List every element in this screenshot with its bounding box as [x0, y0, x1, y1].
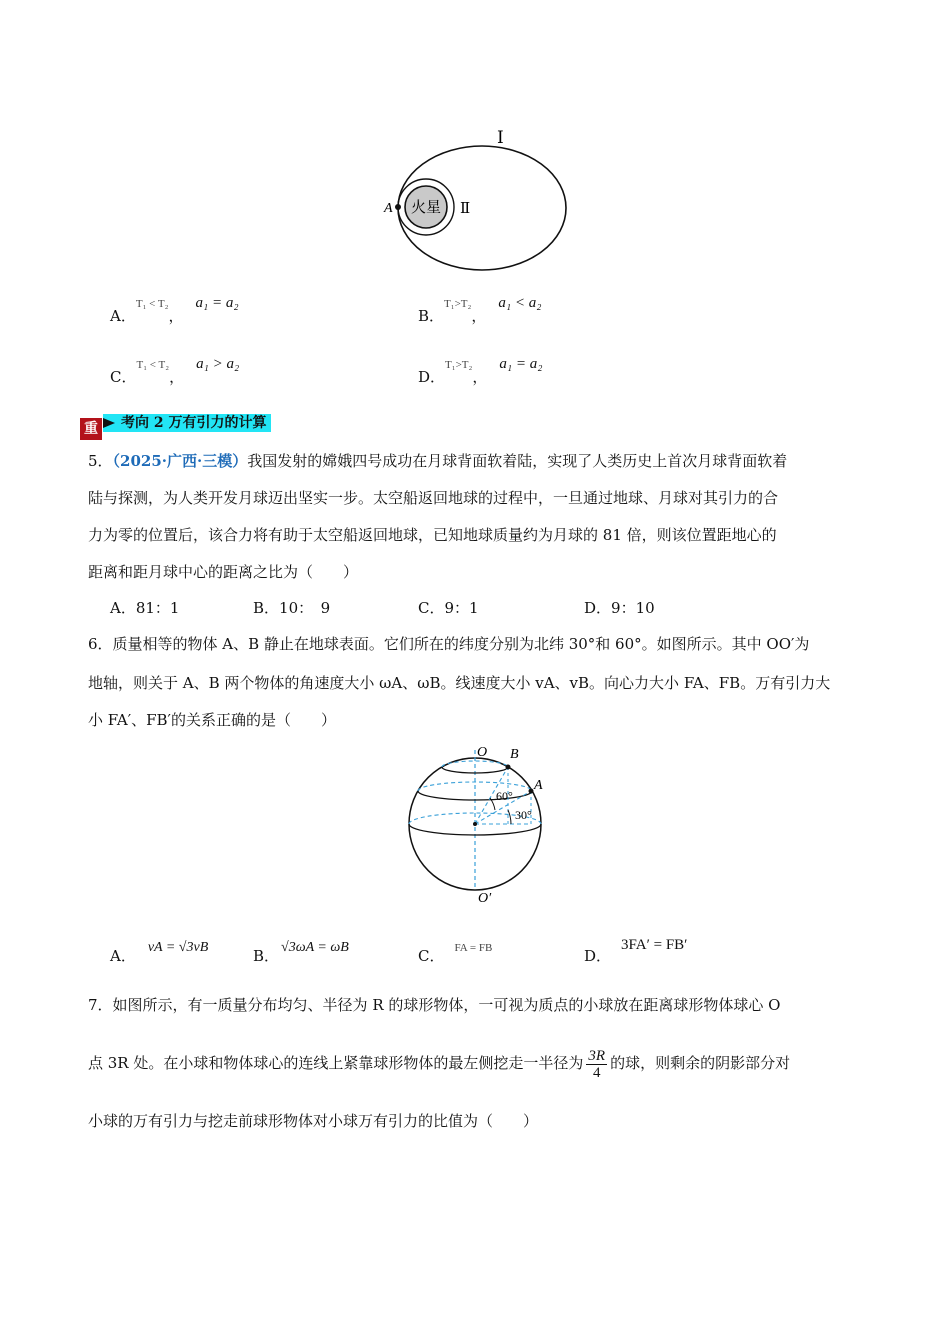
planet-label: 火星 — [410, 198, 442, 216]
label-o-prime: O′ — [478, 891, 492, 906]
q5-option-d[interactable]: D．9：10 — [584, 599, 655, 617]
q7-line-1: 7．如图所示，有一质量分布均匀、半径为 R 的球形物体，一可视为质点的小球放在距离球形物体球心 O — [88, 996, 781, 1014]
orbit-1-label: Ⅰ — [497, 128, 504, 148]
q6-line-1: 6．质量相等的物体 A、B 静止在地球表面。它们所在的纬度分别为北纬 30°和 60°。如图所示。其中 OO′为 — [88, 635, 810, 653]
q5-option-a[interactable]: A．81：1 — [110, 599, 180, 617]
q4-option-c[interactable]: C．$^{T_1 < T_2}$，a₁ > a₂ — [110, 356, 240, 386]
q5-line-4: 距离和距月球中心的距离之比为（ ） — [88, 563, 359, 581]
q4-option-a[interactable]: A．$^{T_1 < T_2}$，a₁ = a₂ — [110, 295, 239, 325]
arrow-icon — [103, 418, 115, 428]
point-a-label: A — [384, 201, 393, 216]
q6-option-a[interactable]: A． vA = √3vB — [110, 940, 209, 965]
q4-option-b[interactable]: B．$^{T_1>T_2}$，a₁ < a₂ — [418, 295, 542, 325]
q7-line-3: 小球的万有引力与挖走前球形物体对小球万有引力的比值为（ ） — [88, 1112, 539, 1130]
label-o: O — [477, 745, 488, 760]
q7-line-2: 点 3R 处。在小球和物体球心的连线上紧靠球形物体的最左侧挖走一半径为 $\frac{3R}{4}$ 的球，则剩余的阴影部分对 — [88, 1047, 791, 1081]
q4-option-d[interactable]: D．$^{T_1>T_2}$，a₁ = a₂ — [418, 356, 543, 386]
earth-figure — [400, 740, 550, 908]
label-b: B — [510, 747, 519, 762]
q5-source: （2025·广西·三模） — [112, 452, 248, 470]
q6-line-2: 地轴，则关于 A、B 两个物体的角速度大小 ωA、ωB。线速度大小 vA、vB。向心力大小 FA、FB。万有引力大 — [88, 674, 831, 692]
angle-60-label: 60° — [496, 789, 513, 803]
angle-30-label: 30° — [515, 808, 532, 822]
q5-option-b[interactable]: B．10： 9 — [253, 599, 331, 617]
orbit-2-label: Ⅱ — [460, 199, 471, 217]
section-title: 考向 2 万有引力的计算 — [103, 414, 271, 432]
q5-option-c[interactable]: C．9：1 — [418, 599, 479, 617]
q6-line-3: 小 FA′、FB′的关系正确的是（ ） — [88, 711, 336, 729]
fraction-3r-over-4: $\frac{3R}{4}$ — [588, 1047, 606, 1081]
q5-line-3: 力为零的位置后，该合力将有助于太空船返回地球，已知地球质量约为月球的 81 倍，则该位置距地心的 — [88, 526, 777, 544]
label-a: A — [534, 778, 543, 793]
key-badge: 重 — [80, 418, 102, 440]
q6-option-c[interactable]: C． $^{FA = FB}$ — [418, 942, 493, 965]
q5-line-1: 5．（2025·广西·三模）我国发射的嫦娥四号成功在月球背面软着陆，实现了人类历史上首次月球背面软着 — [88, 452, 788, 470]
q6-option-d[interactable]: D．3FA′ = FB′ — [584, 937, 688, 965]
orbit-figure — [380, 120, 580, 280]
q5-line-2: 陆与探测，为人类开发月球迈出坚实一步。太空船返回地球的过程中，一旦通过地球、月球对其引力的合 — [88, 489, 779, 507]
q6-option-b[interactable]: B． √3ωA = ωB — [253, 940, 349, 965]
